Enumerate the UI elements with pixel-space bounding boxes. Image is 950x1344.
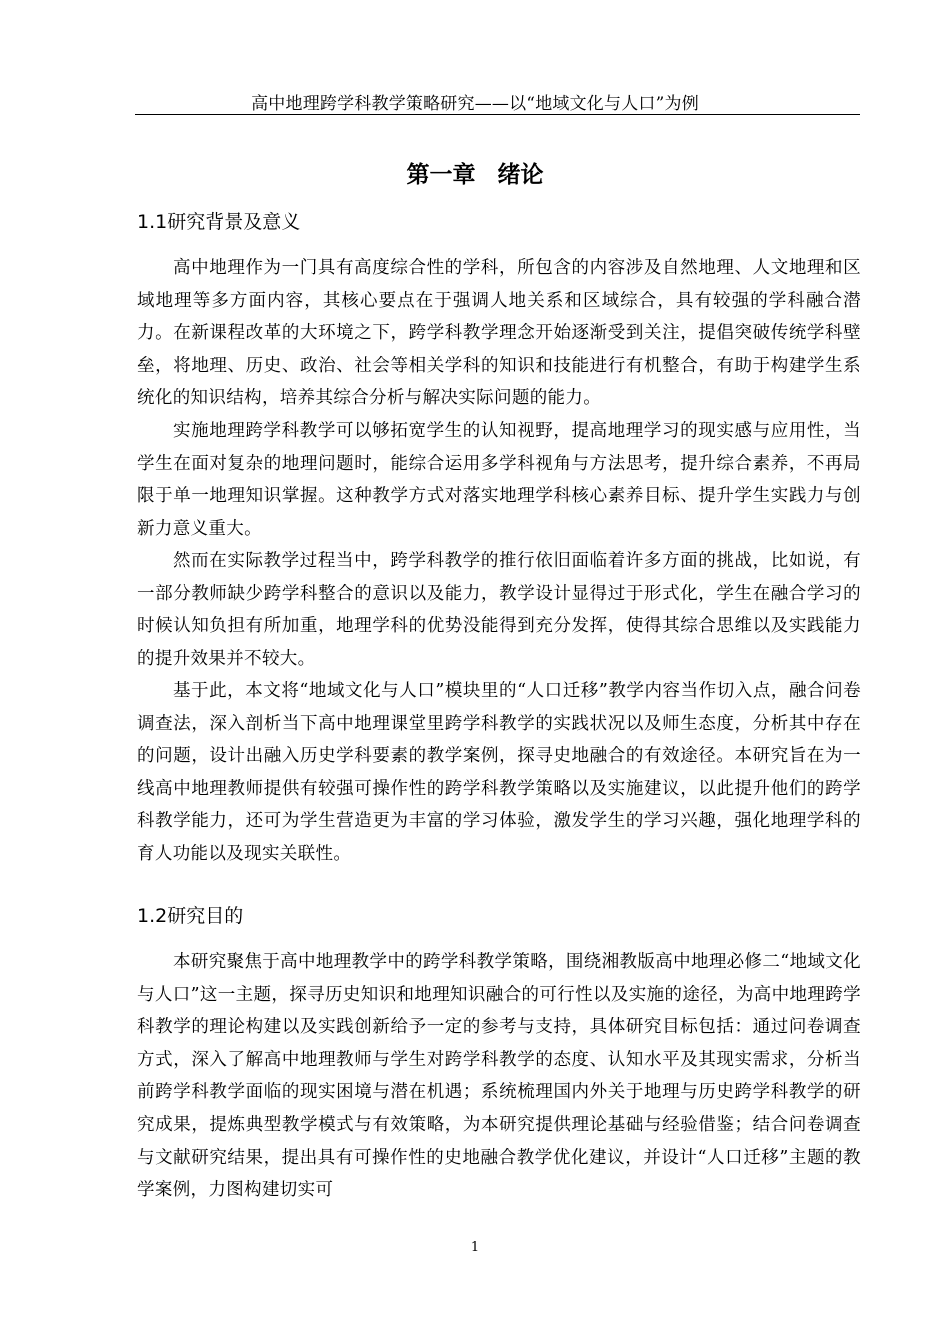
running-header-title: 高中地理跨学科教学策略研究——以“地域文化与人口”为例 [251, 94, 699, 114]
body-paragraph: 然而在实际教学过程当中，跨学科教学的推行依旧面临着许多方面的挑战，比如说，有一部分教师缺少跨学科整合的意识以及能力，教学设计显得过于形式化，学生在融合学习的时候认知负担有所加重，地理学科的优势没能得到充分发挥，使得其综合思维以及实践能力的提升效果并不较大。 [137, 551, 861, 669]
body-paragraph: 高中地理作为一门具有高度综合性的学科，所包含的内容涉及自然地理、人文地理和区域地理等多方面内容，其核心要点在于强调人地关系和区域综合，具有较强的学科融合潜力。在新课程改革的大环境之下，跨学科教学理念开始逐渐受到关注，提倡突破传统学科壁垒，将地理、历史、政治、社会等相关学科的知识和技能进行有机整合，有助于构建学生系统化的知识结构，培养其综合分析与解决实际问题的能力。 [137, 258, 861, 409]
body-paragraph: 实施地理跨学科教学可以够拓宽学生的认知视野，提高地理学习的现实感与应用性，当学生在面对复杂的地理问题时，能综合运用多学科视角与方法思考，提升综合素养，不再局限于单一地理知识掌握。这种教学方式对落实地理学科核心素养目标、提升学生实践力与创新力意义重大。 [137, 421, 861, 539]
section-heading-1-2: 1.2研究目的 [137, 905, 244, 927]
body-paragraph: 本研究聚焦于高中地理教学中的跨学科教学策略，围绕湘教版高中地理必修二“地域文化与人口”这一主题，探寻历史知识和地理知识融合的可行性以及实施的途径，为高中地理跨学科教学的理论构建以及实践创新给予一定的参考与支持，具体研究目标包括：通过问卷调查方式，深入了解高中地理教师与学生对跨学科教学的态度、认知水平及其现实需求，分析当前跨学科教学面临的现实困境与潜在机遇；系统梳理国内外关于地理与历史跨学科教学的研究成果，提炼典型教学模式与有效策略，为本研究提供理论基础与经验借鉴；结合问卷调查与文献研究结果，提出具有可操作性的史地融合教学优化建议，并设计“人口迁移”主题的教学案例，力图构建切实可 [137, 952, 861, 1201]
header-divider [135, 114, 860, 115]
chapter-title: 第一章 绪论 [406, 162, 544, 188]
page-number: 1 [470, 1240, 480, 1255]
section-heading-1-1: 1.1研究背景及意义 [137, 211, 301, 233]
body-paragraph: 基于此，本文将“地域文化与人口”模块里的“人口迁移”教学内容当作切入点，融合问卷调查法，深入剖析当下高中地理课堂里跨学科教学的实践状况以及师生态度，分析其中存在的问题，设计出融入历史学科要素的教学案例，探寻史地融合的有效途径。本研究旨在为一线高中地理教师提供有较强可操作性的跨学科教学策略以及实施建议，以此提升他们的跨学科教学能力，还可为学生营造更为丰富的学习体验，激发学生的学习兴趣，强化地理学科的育人功能以及现实关联性。 [137, 681, 861, 864]
